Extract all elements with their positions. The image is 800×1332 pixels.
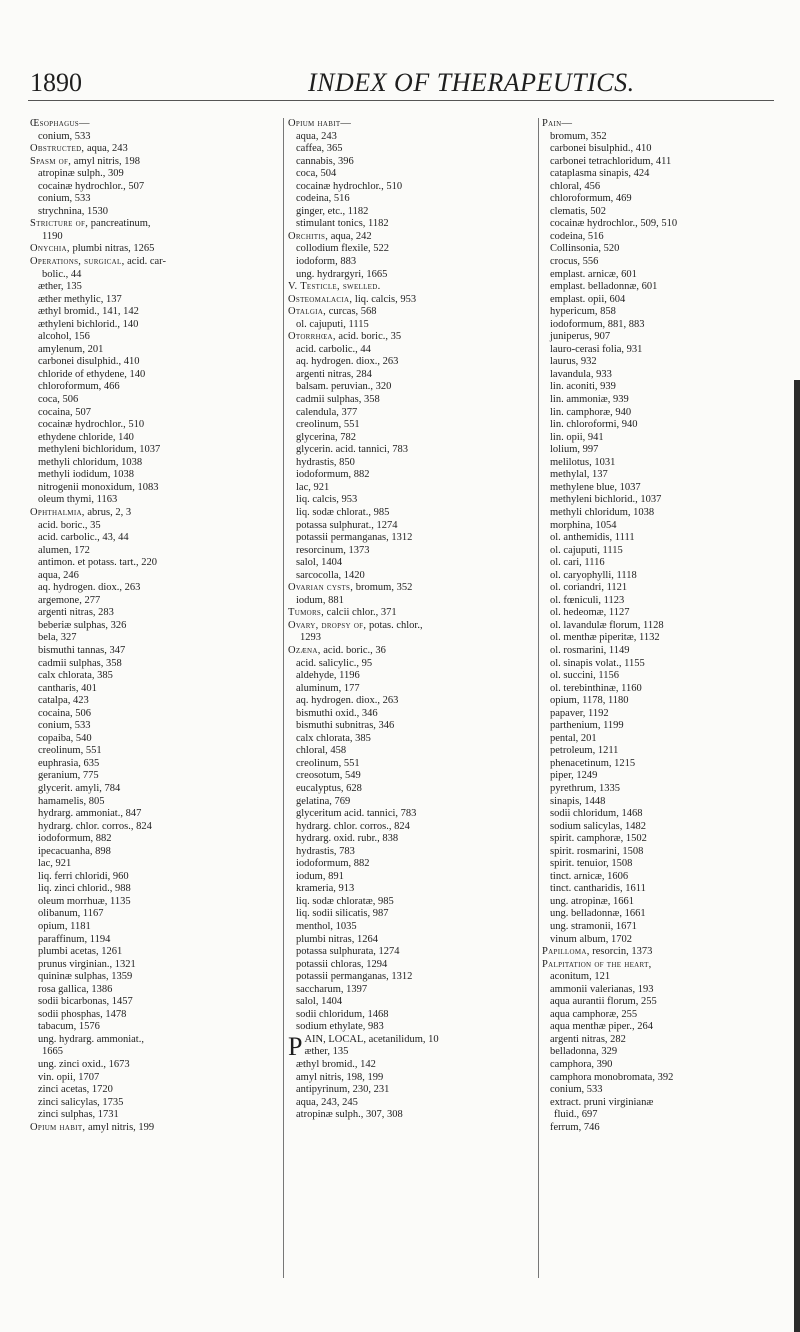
index-entry: euphrasia, 635 <box>38 757 100 769</box>
heading-reference: potas. chlor., <box>366 619 423 631</box>
page-header <box>28 66 774 101</box>
index-entry: lavandula, 933 <box>550 368 612 380</box>
index-entry: cannabis, 396 <box>296 155 354 167</box>
index-entry: aqua, 246 <box>38 569 79 581</box>
index-entry: emplast. arnicæ, 601 <box>550 268 637 280</box>
index-entry: cocainæ hydrochlor., 507 <box>38 180 145 192</box>
index-entry: amyl nitris, 198, 199 <box>296 1071 384 1083</box>
index-entry: ung. atropinæ, 1661 <box>550 895 634 907</box>
index-entry: ol. coriandri, 1121 <box>550 582 628 594</box>
index-entry: ol. rosmarini, 1149 <box>550 644 630 656</box>
heading-term: Ophthalmia, <box>30 506 85 518</box>
index-entry: tinct. arnicæ, 1606 <box>550 870 629 882</box>
index-entry: plumbi acetas, 1261 <box>38 946 123 958</box>
index-entry: ung. hydrarg. ammoniat., <box>38 1033 144 1045</box>
index-entry: sarcocolla, 1420 <box>296 569 365 581</box>
heading-term: Onychia, <box>30 243 70 255</box>
index-heading <box>288 607 520 620</box>
index-entry: ol. fœniculi, 1123 <box>550 594 625 606</box>
index-entry: chloroformum, 469 <box>550 193 632 205</box>
index-entry: argenti nitras, 282 <box>550 1033 626 1045</box>
index-entry: ol. hedeomæ, 1127 <box>550 607 630 619</box>
index-entry: lin. camphoræ, 940 <box>550 406 632 418</box>
index-entry: ferrum, 746 <box>550 1121 600 1133</box>
index-entry: æthyleni bichlorid., 140 <box>38 318 139 330</box>
heading-reference: resorcin, 1373 <box>589 946 653 958</box>
index-entry: ammonii valerianas, 193 <box>550 983 654 995</box>
index-entry: glyceritum acid. tannici, 783 <box>296 808 417 820</box>
index-entry: potassa sulphurata, 1274 <box>296 946 400 958</box>
index-entry: ol. terebinthinæ, 1160 <box>550 682 642 694</box>
index-entry: tinct. cantharidis, 1611 <box>550 883 646 895</box>
index-entry: phenacetinum, 1215 <box>550 757 636 769</box>
index-entry: bismuthi tannas, 347 <box>38 644 126 656</box>
index-column-3 <box>542 118 782 1134</box>
heading-term: V. Testicle, swelled. <box>288 281 381 293</box>
heading-term: Otalgia, <box>288 306 327 318</box>
index-entry: alcohol, 156 <box>38 331 90 343</box>
index-entry: æther, 135 <box>304 1046 349 1058</box>
index-entry: creosotum, 549 <box>296 770 361 782</box>
drop-cap: P <box>288 1031 303 1061</box>
index-entry: conium, 533 <box>38 193 91 205</box>
index-heading <box>30 156 262 169</box>
index-entry: prunus virginian., 1321 <box>38 958 136 970</box>
index-entry: cantharis, 401 <box>38 682 97 694</box>
index-entry: opium, 1178, 1180 <box>550 695 629 707</box>
index-entry: hamamelis, 805 <box>38 795 105 807</box>
index-heading <box>30 118 262 131</box>
index-entry: cataplasma sinapis, 424 <box>550 168 650 180</box>
index-entry: hydrarg. ammoniat., 847 <box>38 808 142 820</box>
index-entry: ol. cajuputi, 1115 <box>296 318 369 330</box>
index-entry: hydrastis, 850 <box>296 456 355 468</box>
index-entry: collodium flexile, 522 <box>296 243 390 255</box>
index-entry: calendula, 377 <box>296 406 358 418</box>
index-entry: Collinsonia, 520 <box>550 243 620 255</box>
index-entry: sinapis, 1448 <box>550 795 606 807</box>
index-entry: ol. lavandulæ florum, 1128 <box>550 619 664 631</box>
index-entry: cadmii sulphas, 358 <box>296 394 380 406</box>
index-entry: sodii phosphas, 1478 <box>38 1008 127 1020</box>
index-entry: antipyrinum, 230, 231 <box>296 1084 390 1096</box>
index-heading <box>542 118 782 131</box>
index-entry: vinum album, 1702 <box>550 933 632 945</box>
index-entry: krameria, 913 <box>296 883 355 895</box>
index-entry: lauro-cerasi folia, 931 <box>550 343 643 355</box>
index-entry: methyli chloridum, 1038 <box>550 506 655 518</box>
index-entry: resorcinum, 1373 <box>296 544 370 556</box>
index-entry: calx chlorata, 385 <box>296 732 371 744</box>
index-entry: argemone, 277 <box>38 594 101 606</box>
index-entry: cadmii sulphas, 358 <box>38 657 122 669</box>
index-entry: camphora monobromata, 392 <box>550 1071 674 1083</box>
index-entry: potassii permanganas, 1312 <box>296 532 413 544</box>
index-heading <box>30 143 262 156</box>
index-entry: sodium ethylate, 983 <box>296 1021 384 1033</box>
index-entry: spirit. rosmarini, 1508 <box>550 845 644 857</box>
index-entry: bromum, 352 <box>550 130 607 142</box>
index-entry: hydrarg. chlor. corros., 824 <box>38 820 152 832</box>
index-entry: liq. sodæ chlorat., 985 <box>296 506 390 518</box>
index-entry: cocaina, 507 <box>38 406 92 418</box>
index-entry: parthenium, 1199 <box>550 720 624 732</box>
index-entry: lac, 921 <box>38 858 72 870</box>
heading-term: Œsophagus— <box>30 118 90 129</box>
index-entry: extract. pruni virginianæ <box>550 1096 654 1108</box>
index-entry: conium, 533 <box>550 1084 603 1096</box>
index-entry: liq. zinci chlorid., 988 <box>38 883 131 895</box>
index-entry: ol. sinapis volat., 1155 <box>550 657 645 669</box>
heading-reference: liq. calcis, 953 <box>352 293 417 305</box>
index-entry: melilotus, 1031 <box>550 456 616 468</box>
index-entry: catalpa, 423 <box>38 695 89 707</box>
index-entry: ol. cajuputi, 1115 <box>550 544 623 556</box>
index-entry: chloroformum, 466 <box>38 381 120 393</box>
index-entry: methylal, 137 <box>550 469 608 481</box>
index-entry: copaiba, 540 <box>38 732 92 744</box>
index-entry: carbonei bisulphid., 410 <box>550 143 652 155</box>
index-entry: cocainæ hydrochlor., 510 <box>296 180 403 192</box>
index-heading <box>288 294 520 307</box>
index-entry: laurus, 932 <box>550 356 597 368</box>
index-entry: potassii permanganas, 1312 <box>296 971 413 983</box>
index-entry: atropinæ sulph., 307, 308 <box>296 1109 403 1121</box>
heading-term: Stricture of, <box>30 218 89 230</box>
index-entry: ginger, etc., 1182 <box>296 205 369 217</box>
index-entry: opium, 1181 <box>38 921 91 932</box>
index-entry: sodium salicylas, 1482 <box>550 820 646 832</box>
index-entry: lin. chloroformi, 940 <box>550 419 638 431</box>
index-entry: æthyl bromid., 142 <box>296 1059 376 1071</box>
index-entry: aluminum, 177 <box>296 682 360 694</box>
index-entry: argenti nitras, 284 <box>296 368 372 380</box>
page-edge-shadow <box>794 380 800 1332</box>
index-entry: ung. stramonii, 1671 <box>550 921 637 932</box>
index-entry: ol. cari, 1116 <box>550 557 605 569</box>
index-entry: glycerit. amyli, 784 <box>38 782 121 794</box>
heading-reference: acid. car- <box>124 256 166 268</box>
heading-term: Opium habit— <box>288 118 352 129</box>
index-entry: ung. belladonnæ, 1661 <box>550 908 646 920</box>
index-entry: spirit. tenuior, 1508 <box>550 858 633 870</box>
index-entry: gelatina, 769 <box>296 795 351 807</box>
index-entry: rosa gallica, 1386 <box>38 983 113 995</box>
index-entry: pyrethrum, 1335 <box>550 782 620 794</box>
index-entry: pental, 201 <box>550 732 597 744</box>
index-entry: spirit. camphoræ, 1502 <box>550 833 647 845</box>
index-entry: tabacum, 1576 <box>38 1021 100 1033</box>
index-heading <box>288 645 520 658</box>
index-entry: methyleni bichloridum, 1037 <box>38 444 161 456</box>
index-entry: morphina, 1054 <box>550 519 617 531</box>
heading-term: Ovarian cysts, <box>288 582 354 594</box>
index-entry: ol. caryophylli, 1118 <box>550 569 637 581</box>
index-entry: lolium, 997 <box>550 444 599 456</box>
heading-term: Otorrhœa, <box>288 331 336 343</box>
index-entry: coca, 506 <box>38 394 79 406</box>
heading-term: Tumors, <box>288 607 325 619</box>
heading-reference: plumbi nitras, 1265 <box>69 243 155 255</box>
index-entry: geranium, 775 <box>38 770 99 782</box>
index-entry: iodoformum, 881, 883 <box>550 318 645 330</box>
index-entry: æthyl bromid., 141, 142 <box>38 306 139 318</box>
heading-term: Spasm of, <box>30 155 72 167</box>
index-entry: paraffinum, 1194 <box>38 933 111 945</box>
index-entry: carbonei tetrachloridum, 411 <box>550 155 672 167</box>
index-entry: codeina, 516 <box>296 193 350 205</box>
index-entry: vin. opii, 1707 <box>38 1071 100 1083</box>
index-entry: ol. succini, 1156 <box>550 670 620 682</box>
index-heading <box>542 959 782 972</box>
index-heading <box>30 507 262 520</box>
index-entry: zinci sulphas, 1731 <box>38 1109 119 1121</box>
index-entry: bismuthi subnitras, 346 <box>296 720 395 732</box>
index-entry: acid. carbolic., 43, 44 <box>38 532 129 544</box>
heading-reference: amyl nitris, 199 <box>85 1121 155 1133</box>
index-entry: creolinum, 551 <box>38 745 102 757</box>
index-entry: liq. calcis, 953 <box>296 494 358 506</box>
index-entry: aqua, 243, 245 <box>296 1096 358 1108</box>
index-column-1 <box>30 118 262 1134</box>
index-entry: calx chlorata, 385 <box>38 670 113 682</box>
index-entry: hypericum, 858 <box>550 306 616 318</box>
index-entry: methylene blue, 1037 <box>550 481 641 493</box>
index-entry: creolinum, 551 <box>296 757 360 769</box>
index-entry: conium, 533 <box>38 720 91 732</box>
heading-reference: acetanilidum, 10 <box>366 1033 439 1045</box>
index-entry: emplast. belladonnæ, 601 <box>550 281 658 293</box>
index-entry: olibanum, 1167 <box>38 908 104 920</box>
index-entry: sodii bicarbonas, 1457 <box>38 996 133 1008</box>
index-heading <box>288 331 520 344</box>
index-entry: potassa sulphurat., 1274 <box>296 519 398 531</box>
heading-reference: amyl nitris, 198 <box>71 155 141 167</box>
index-entry: aqua, 243 <box>296 130 337 142</box>
index-entry: lin. aconiti, 939 <box>550 381 616 393</box>
page-year: 1890 <box>30 68 82 97</box>
index-entry: belladonna, 329 <box>550 1046 618 1058</box>
index-entry: lin. opii, 941 <box>550 431 604 443</box>
index-entry: acid. boric., 35 <box>38 519 101 531</box>
heading-term: Opium habit, <box>30 1121 86 1133</box>
index-entry: oleum morrhuæ, 1135 <box>38 895 131 907</box>
heading-reference: aqua, 243 <box>84 143 128 155</box>
index-entry: salol, 1404 <box>296 557 343 569</box>
index-entry: aqua aurantii florum, 255 <box>550 996 657 1008</box>
heading-term: Obstructed, <box>30 143 85 155</box>
index-heading <box>288 118 520 131</box>
index-entry-continuation: 1665 <box>42 1046 63 1058</box>
index-entry: hydrastis, 783 <box>296 845 355 857</box>
heading-term: Ozæna, <box>288 644 321 656</box>
index-entry: æther methylic, 137 <box>38 293 122 305</box>
index-entry: atropinæ sulph., 309 <box>38 168 124 180</box>
index-entry: cocainæ hydrochlor., 510 <box>38 419 145 431</box>
index-entry: bela, 327 <box>38 632 77 644</box>
index-entry: eucalyptus, 628 <box>296 782 362 794</box>
index-entry-continuation: 1190 <box>42 230 63 242</box>
index-entry: cocainæ hydrochlor., 509, 510 <box>550 218 678 230</box>
index-entry: camphora, 390 <box>550 1059 613 1071</box>
index-entry: iodoformum, 882 <box>296 858 370 870</box>
index-entry: glycerin. acid. tannici, 783 <box>296 444 408 456</box>
index-entry: oleum thymi, 1163 <box>38 494 118 506</box>
index-entry: bismuthi oxid., 346 <box>296 707 378 719</box>
index-entry: coca, 504 <box>296 168 337 180</box>
heading-term: Pain— <box>542 118 573 129</box>
index-entry: hydrarg. chlor. corros., 824 <box>296 820 410 832</box>
index-entry: hydrarg. oxid. rubr., 838 <box>296 833 399 845</box>
index-entry: acid. carbolic., 44 <box>296 343 371 355</box>
index-entry: acid. salicylic., 95 <box>296 657 373 669</box>
index-entry: zinci acetas, 1720 <box>38 1084 113 1096</box>
index-entry: stimulant tonics, 1182 <box>296 218 389 230</box>
index-entry: ol. menthæ piperitæ, 1132 <box>550 632 660 644</box>
index-entry: carbonei disulphid., 410 <box>38 356 140 368</box>
index-entry: aqua menthæ piper., 264 <box>550 1021 653 1033</box>
heading-reference: calcii chlor., 371 <box>324 607 397 619</box>
heading-term: Orchitis, <box>288 230 329 242</box>
index-entry: chloral, 458 <box>296 745 347 757</box>
index-entry: juniperus, 907 <box>550 331 611 343</box>
column-rule <box>538 118 539 1278</box>
index-entry: glycerina, 782 <box>296 431 357 443</box>
index-entry: amylenum, 201 <box>38 343 104 355</box>
index-entry: saccharum, 1397 <box>296 983 368 995</box>
index-entry: balsam. peruvian., 320 <box>296 381 392 393</box>
heading-term: Osteomalacia, <box>288 293 353 305</box>
index-heading <box>30 1122 262 1135</box>
index-column-2 <box>288 118 520 1122</box>
page-title: INDEX OF THERAPEUTICS. <box>308 68 635 97</box>
index-heading <box>30 243 262 256</box>
index-heading <box>288 231 520 244</box>
heading-reference: bromum, 352 <box>353 582 413 594</box>
index-entry: liq. ferri chloridi, 960 <box>38 870 129 882</box>
index-entry: papaver, 1192 <box>550 707 609 719</box>
index-heading <box>288 620 520 633</box>
index-entry-continuation: 1293 <box>300 632 321 644</box>
index-entry: ethydene chloride, 140 <box>38 431 134 443</box>
heading-reference: acid. boric., 36 <box>320 644 386 656</box>
index-entry: salol, 1404 <box>296 996 343 1008</box>
index-entry: lac, 921 <box>296 481 330 493</box>
index-entry: aconitum, 121 <box>550 971 611 983</box>
index-entry: nitrogenii monoxidum, 1083 <box>38 481 159 493</box>
index-entry: æther, 135 <box>38 281 82 293</box>
index-heading <box>30 218 262 231</box>
index-entry: cocaina, 506 <box>38 707 92 719</box>
index-entry: iodum, 881 <box>296 594 344 606</box>
heading-reference: acid. boric., 35 <box>335 331 402 343</box>
heading-reference: curcas, 568 <box>326 306 377 318</box>
index-heading <box>288 306 520 319</box>
index-entry: aq. hydrogen. diox., 263 <box>38 582 141 594</box>
index-entry: ol. anthemidis, 1111 <box>550 532 635 544</box>
heading-reference: pancreatinum, <box>88 218 151 230</box>
column-rule <box>283 118 284 1278</box>
index-entry: iodum, 891 <box>296 870 344 882</box>
index-entry: iodoformum, 882 <box>296 469 370 481</box>
index-entry-continuation: fluid., 697 <box>554 1109 598 1121</box>
heading-term: Papilloma, <box>542 946 590 958</box>
index-entry: methyli iodidum, 1038 <box>38 469 134 481</box>
index-entry: conium, 533 <box>38 130 91 142</box>
index-heading <box>30 256 262 269</box>
index-entry: zinci salicylas, 1735 <box>38 1096 124 1108</box>
index-entry: iodoform, 883 <box>296 256 357 268</box>
index-entry: plumbi nitras, 1264 <box>296 933 378 945</box>
index-entry: ung. zinci oxid., 1673 <box>38 1059 130 1071</box>
index-entry: caffea, 365 <box>296 143 343 155</box>
index-heading <box>542 946 782 959</box>
index-entry: antimon. et potass. tart., 220 <box>38 557 157 569</box>
heading-reference: abrus, 2, 3 <box>84 506 132 518</box>
index-heading <box>288 582 520 595</box>
index-entry: argenti nitras, 283 <box>38 607 114 619</box>
index-entry: aqua camphoræ, 255 <box>550 1008 638 1020</box>
index-entry: chloride of ethydene, 140 <box>38 368 146 380</box>
index-entry: clematis, 502 <box>550 205 606 217</box>
index-entry: iodoformum, 882 <box>38 833 112 845</box>
index-entry: liq. sodæ chloratæ, 985 <box>296 895 394 907</box>
index-entry: ipecacuanha, 898 <box>38 845 111 857</box>
index-heading <box>288 281 520 294</box>
heading-term: Ovary, dropsy of, <box>288 619 367 631</box>
index-entry: quininæ sulphas, 1359 <box>38 971 133 983</box>
index-entry: strychnina, 1530 <box>38 205 108 217</box>
index-entry: sodii chloridum, 1468 <box>296 1008 389 1020</box>
index-entry: potassii chloras, 1294 <box>296 958 388 970</box>
index-entry: petroleum, 1211 <box>550 745 619 757</box>
heading-term: AIN, LOCAL, <box>304 1033 367 1045</box>
index-entry: liq. sodii silicatis, 987 <box>296 908 389 920</box>
index-entry: crocus, 556 <box>550 256 599 268</box>
index-entry: ung. hydrargyri, 1665 <box>296 268 388 280</box>
index-entry: methyleni bichlorid., 1037 <box>550 494 662 506</box>
index-entry: aq. hydrogen. diox., 263 <box>296 356 399 368</box>
index-entry: codeina, 516 <box>550 230 604 242</box>
index-entry: alumen, 172 <box>38 544 90 556</box>
heading-term: Operations, surgical, <box>30 256 125 268</box>
index-entry: emplast. opii, 604 <box>550 293 626 305</box>
index-entry: menthol, 1035 <box>296 921 357 932</box>
index-entry: beberiæ sulphas, 326 <box>38 619 127 631</box>
index-entry: creolinum, 551 <box>296 419 360 431</box>
index-entry: aq. hydrogen. diox., 263 <box>296 695 399 707</box>
heading-reference: aqua, 242 <box>328 230 372 242</box>
index-entry: sodii chloridum, 1468 <box>550 808 643 820</box>
index-entry: piper, 1249 <box>550 770 598 782</box>
index-entry-continuation: bolic., 44 <box>42 268 82 280</box>
index-entry: aldehyde, 1196 <box>296 670 360 682</box>
heading-term: Palpitation of the heart, <box>542 958 652 970</box>
index-entry: chloral, 456 <box>550 180 601 192</box>
index-entry: methyli chloridum, 1038 <box>38 456 143 468</box>
index-entry: lin. ammoniæ, 939 <box>550 394 629 406</box>
